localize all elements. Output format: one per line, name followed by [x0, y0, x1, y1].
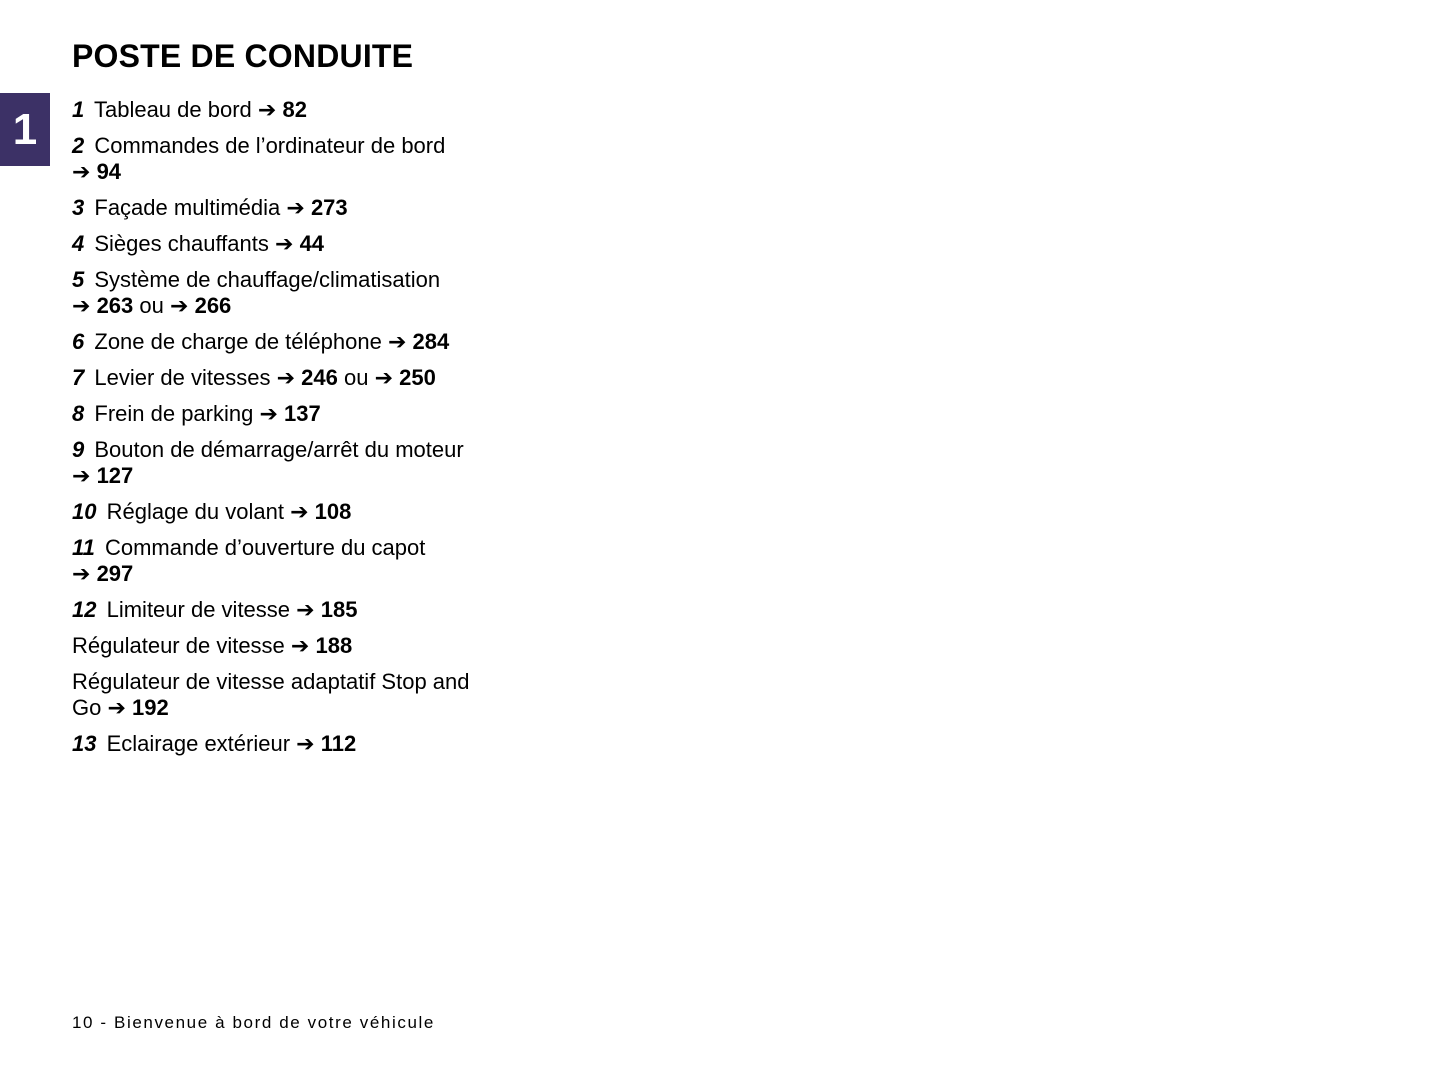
item-number: 6	[72, 329, 85, 354]
list-item	[72, 267, 472, 320]
arrow-icon: ➔	[374, 366, 394, 391]
arrow-icon: ➔	[107, 696, 126, 721]
arrow-icon: ➔	[296, 598, 315, 623]
item-number: 5	[72, 267, 85, 292]
item-label: Façade multimédia	[94, 195, 281, 220]
item-number: 12	[72, 597, 97, 622]
arrow-icon: ➔	[170, 294, 189, 319]
or-separator: ou	[344, 365, 369, 390]
list-item	[72, 633, 472, 660]
arrow-icon: ➔	[72, 294, 91, 319]
arrow-icon: ➔	[275, 232, 294, 257]
page-reference: 108	[314, 499, 352, 524]
page-reference: 185	[320, 597, 358, 622]
page-reference: 94	[96, 159, 122, 184]
page-reference: 297	[96, 561, 134, 586]
page-reference: 112	[320, 731, 357, 756]
page-reference: 263	[96, 293, 134, 318]
page-footer: 10 - Bienvenue à bord de votre véhicule	[72, 1013, 435, 1032]
item-label: Frein de parking	[94, 401, 254, 426]
page-reference: 188	[315, 633, 353, 658]
item-number: 9	[72, 437, 85, 462]
item-number: 10	[72, 499, 97, 524]
arrow-icon: ➔	[72, 160, 91, 185]
item-label: Levier de vitesses	[94, 365, 271, 390]
arrow-icon: ➔	[387, 330, 407, 355]
item-label: Régulateur de vitesse	[72, 633, 285, 658]
arrow-icon: ➔	[72, 562, 91, 587]
item-label: Bouton de démarrage/arrêt du moteur	[94, 437, 464, 462]
page-reference: 273	[310, 195, 348, 220]
item-number: 7	[72, 365, 85, 390]
item-label: Eclairage extérieur	[106, 731, 291, 756]
list-item	[72, 365, 472, 392]
chapter-tab: 1	[0, 93, 50, 166]
arrow-icon: ➔	[290, 634, 310, 659]
list-item	[72, 195, 472, 222]
page-reference: 250	[399, 365, 436, 390]
arrow-icon: ➔	[259, 402, 278, 427]
list-item	[72, 97, 472, 124]
item-label: Commande d’ouverture du capot	[104, 535, 426, 560]
arrow-icon: ➔	[72, 464, 91, 489]
list-item	[72, 535, 472, 588]
list-item	[72, 669, 472, 722]
page-title: POSTE DE CONDUITE	[72, 38, 414, 74]
list-item	[72, 231, 472, 258]
item-number: 2	[72, 133, 85, 158]
list-item	[72, 133, 472, 186]
page-reference: 192	[132, 695, 169, 720]
list-item	[72, 437, 472, 490]
item-label: Tableau de bord	[93, 97, 252, 122]
arrow-icon: ➔	[276, 366, 296, 391]
arrow-icon: ➔	[296, 732, 315, 757]
item-label: Sièges chauffants	[94, 231, 269, 256]
page-reference: 284	[412, 329, 450, 354]
item-label: Régulateur de vitesse adaptatif Stop and Go	[72, 669, 470, 720]
arrow-icon: ➔	[290, 500, 309, 525]
arrow-icon: ➔	[286, 196, 305, 221]
page-reference: 82	[282, 97, 307, 122]
item-label: Zone de charge de téléphone	[94, 329, 382, 354]
list-item	[72, 597, 472, 624]
list-item	[72, 329, 472, 356]
list-item	[72, 401, 472, 428]
list-item	[72, 499, 472, 526]
list-item	[72, 731, 472, 758]
page-reference: 137	[284, 401, 321, 426]
item-number: 1	[72, 97, 85, 122]
page-reference: 127	[96, 463, 134, 488]
item-label: Système de chauffage/climatisation	[94, 267, 441, 292]
item-list	[72, 97, 472, 767]
page-reference: 266	[194, 293, 232, 318]
item-number: 8	[72, 401, 85, 426]
item-number: 13	[72, 731, 97, 756]
item-number: 11	[72, 535, 95, 560]
item-label: Commandes de l’ordinateur de bord	[94, 133, 446, 158]
page-reference: 44	[299, 231, 325, 256]
page-reference: 246	[301, 365, 338, 390]
item-number: 4	[72, 231, 85, 256]
item-label: Limiteur de vitesse	[106, 597, 291, 622]
item-number: 3	[72, 195, 85, 220]
or-separator: ou	[139, 293, 164, 318]
item-label: Réglage du volant	[106, 499, 284, 524]
arrow-icon: ➔	[257, 98, 277, 123]
